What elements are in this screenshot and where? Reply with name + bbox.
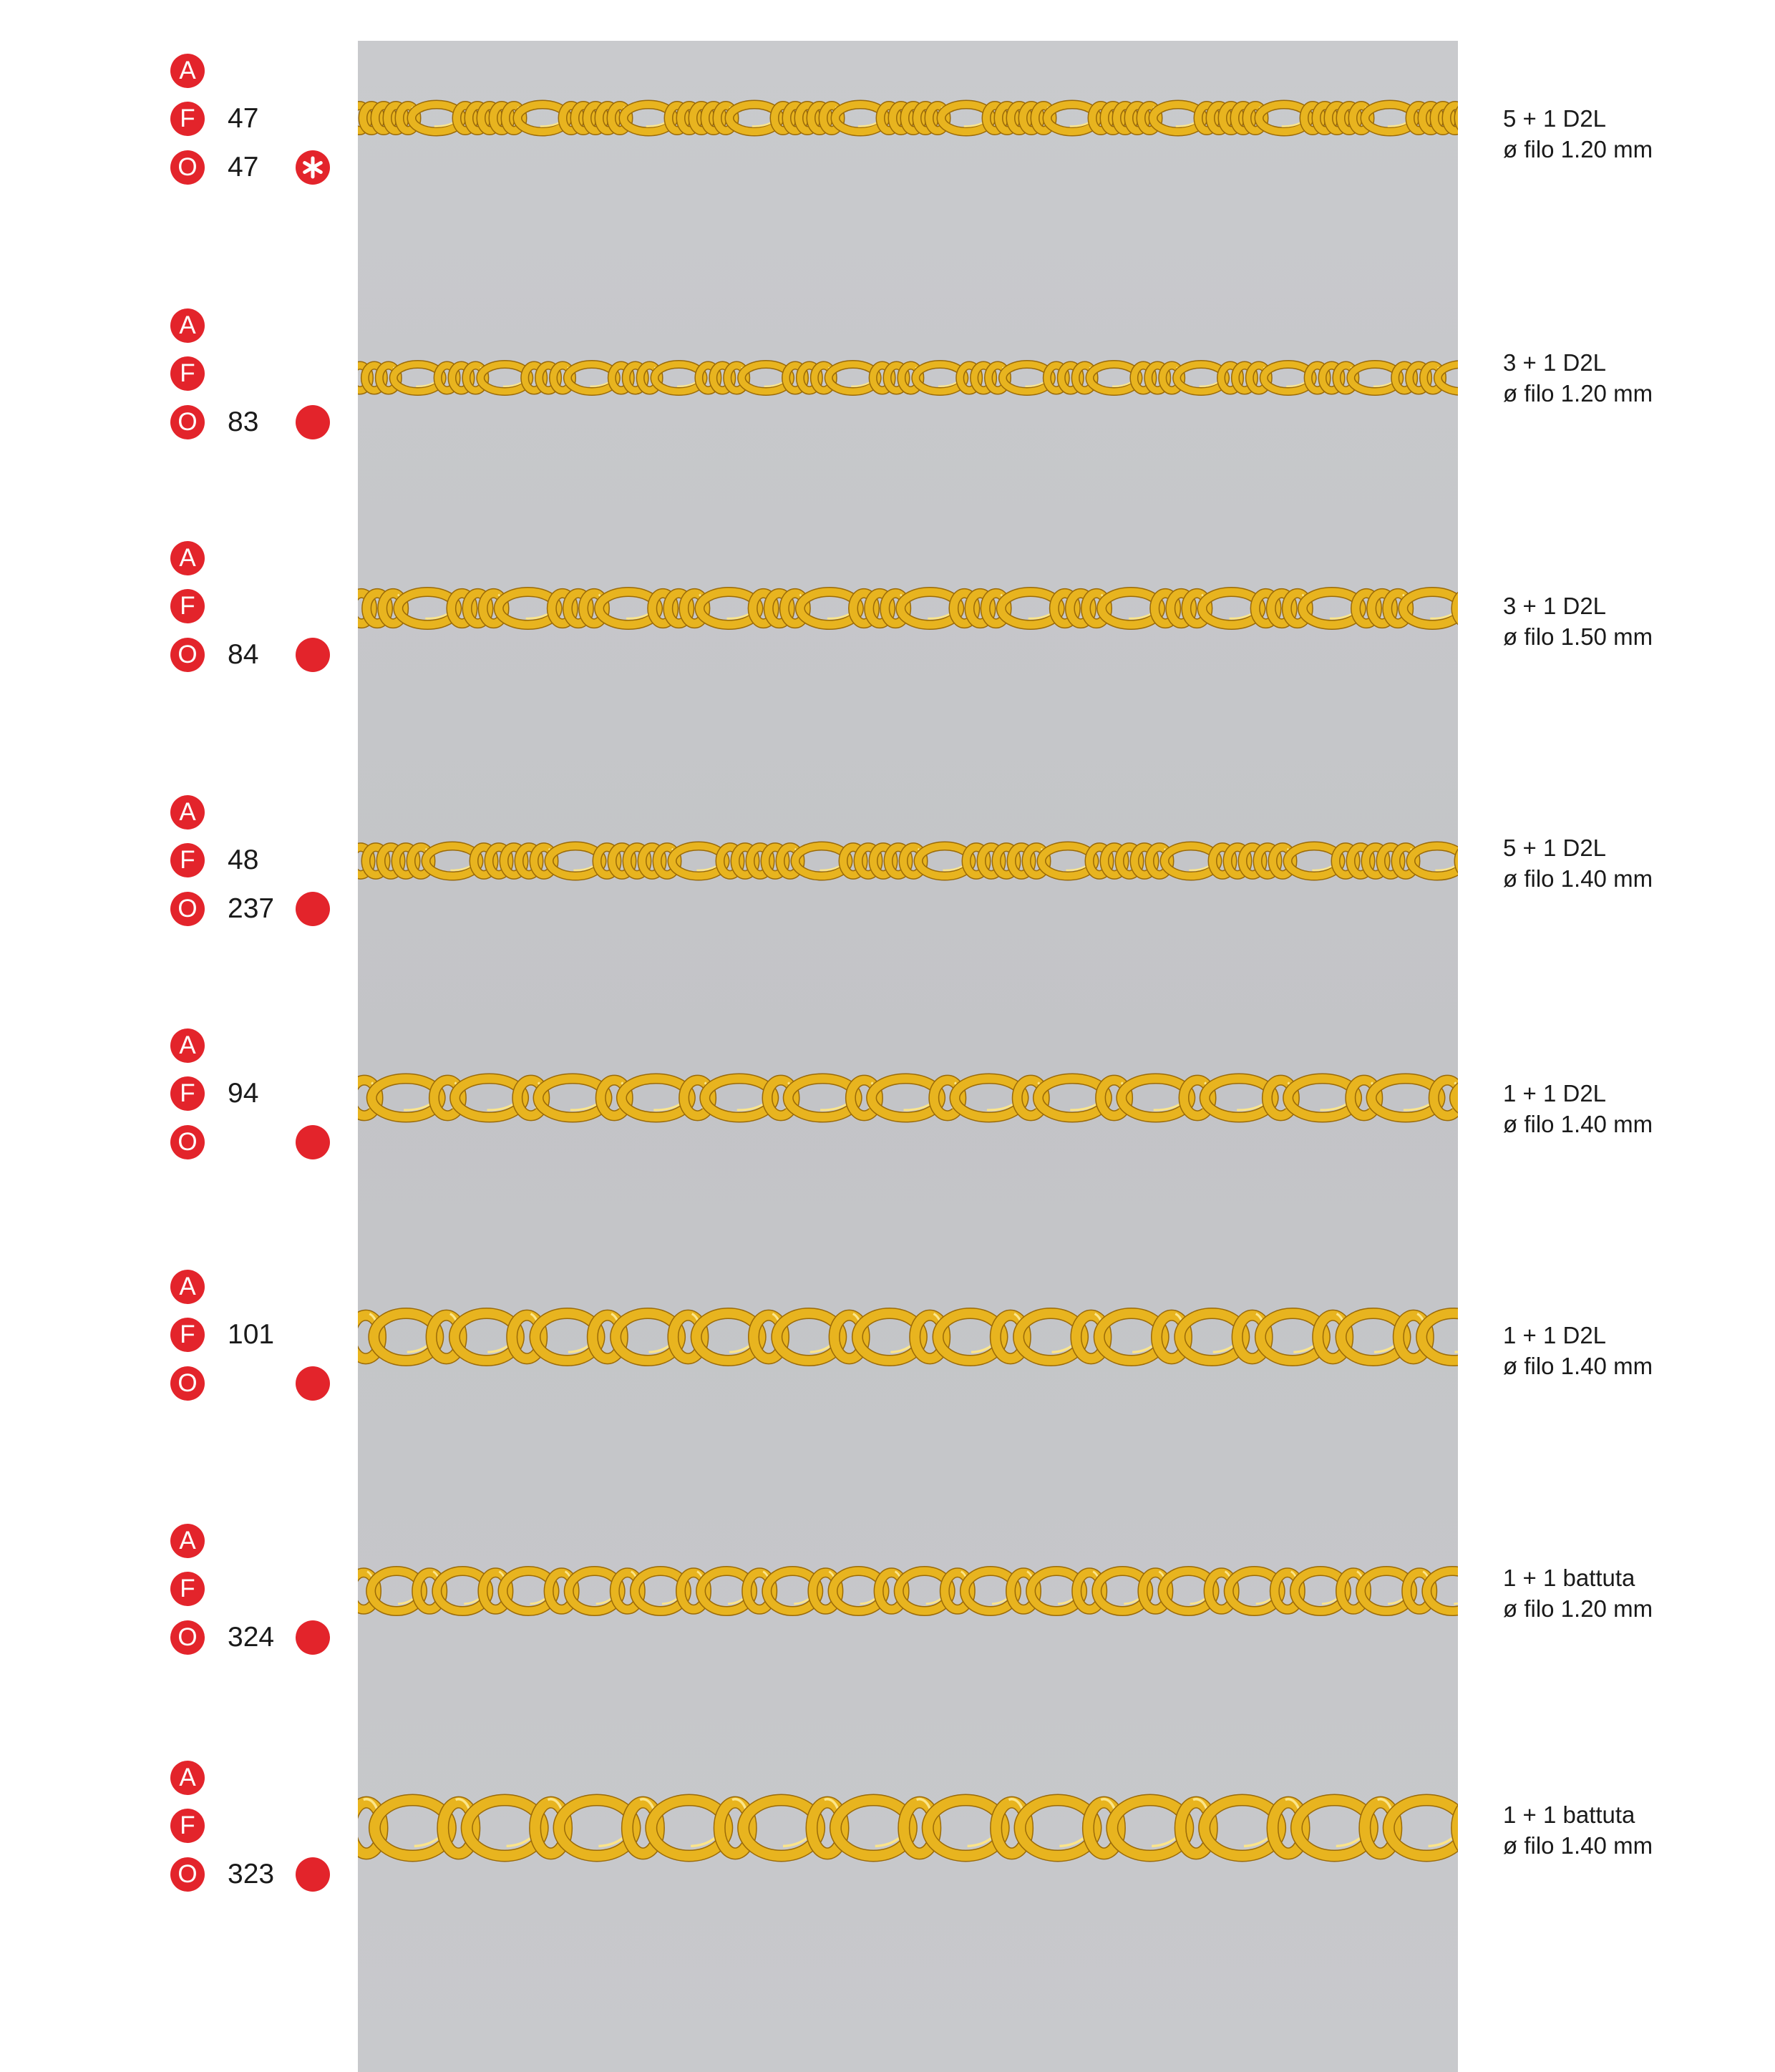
spec-wire-diameter: ø filo 1.40 mm [1503, 1111, 1653, 1137]
spec-construction: 1 + 1 battuta [1503, 1565, 1635, 1591]
code-f: 48 [228, 845, 259, 875]
badge-o: O [170, 1857, 205, 1892]
spec-construction: 1 + 1 D2L [1503, 1080, 1607, 1106]
red-dot [296, 1366, 330, 1401]
spec-wire-diameter: ø filo 1.20 mm [1503, 380, 1653, 407]
code-o: 84 [228, 639, 259, 670]
code-o: 237 [228, 893, 275, 924]
badge-f: F [170, 1572, 205, 1606]
code-o: 323 [228, 1859, 275, 1889]
badge-o: O [170, 1125, 205, 1159]
chain-row [0, 1524, 1775, 1738]
red-dot [296, 1125, 330, 1159]
badge-f: F [170, 589, 205, 623]
spec-construction: 5 + 1 D2L [1503, 105, 1607, 132]
badge-f: F [170, 1318, 205, 1352]
chain-row [0, 54, 1775, 268]
badge-a: A [170, 1524, 205, 1558]
chain-row [0, 1270, 1775, 1484]
badge-o: O [170, 1366, 205, 1401]
spec-construction: 1 + 1 D2L [1503, 1322, 1607, 1348]
code-o: 83 [228, 407, 259, 437]
red-dot [296, 1857, 330, 1892]
spec-wire-diameter: ø filo 1.40 mm [1503, 1353, 1653, 1379]
badge-o: O [170, 892, 205, 926]
code-f: 101 [228, 1319, 275, 1350]
chain-row [0, 308, 1775, 523]
code-o: 47 [228, 152, 259, 183]
red-dot [296, 638, 330, 672]
chain-image [358, 1548, 1458, 1634]
chain-row [0, 795, 1775, 1010]
badge-a: A [170, 1761, 205, 1795]
red-dot [296, 405, 330, 439]
spec-construction: 5 + 1 D2L [1503, 835, 1607, 861]
badge-f: F [170, 1809, 205, 1843]
chain-image [358, 1785, 1458, 1871]
spec-wire-diameter: ø filo 1.50 mm [1503, 623, 1653, 650]
spec-wire-diameter: ø filo 1.40 mm [1503, 1832, 1653, 1859]
red-dot [296, 892, 330, 926]
code-f: 94 [228, 1078, 259, 1109]
badge-a: A [170, 541, 205, 575]
badge-o: O [170, 150, 205, 185]
badge-f: F [170, 843, 205, 877]
chain-row [0, 541, 1775, 756]
asterisk-icon [296, 150, 330, 185]
chain-image [358, 818, 1458, 904]
badge-a: A [170, 54, 205, 88]
badge-f: F [170, 356, 205, 391]
badge-o: O [170, 638, 205, 672]
spec-wire-diameter: ø filo 1.20 mm [1503, 136, 1653, 162]
chain-row [0, 1761, 1775, 1975]
chain-image [358, 75, 1458, 161]
badge-a: A [170, 1028, 205, 1063]
spec-construction: 3 + 1 D2L [1503, 349, 1607, 376]
badge-a: A [170, 308, 205, 343]
badge-f: F [170, 1076, 205, 1111]
code-o: 324 [228, 1622, 275, 1653]
chain-image [358, 1055, 1458, 1141]
code-f: 47 [228, 103, 259, 134]
chain-image [358, 1294, 1458, 1380]
spec-construction: 1 + 1 battuta [1503, 1801, 1635, 1828]
chain-image [358, 335, 1458, 421]
chain-image [358, 565, 1458, 651]
chain-row [0, 1028, 1775, 1243]
badge-a: A [170, 795, 205, 830]
spec-wire-diameter: ø filo 1.20 mm [1503, 1595, 1653, 1622]
badge-f: F [170, 102, 205, 136]
badge-o: O [170, 405, 205, 439]
badge-a: A [170, 1270, 205, 1304]
spec-construction: 3 + 1 D2L [1503, 593, 1607, 619]
red-dot [296, 1620, 330, 1655]
badge-o: O [170, 1620, 205, 1655]
spec-wire-diameter: ø filo 1.40 mm [1503, 865, 1653, 892]
